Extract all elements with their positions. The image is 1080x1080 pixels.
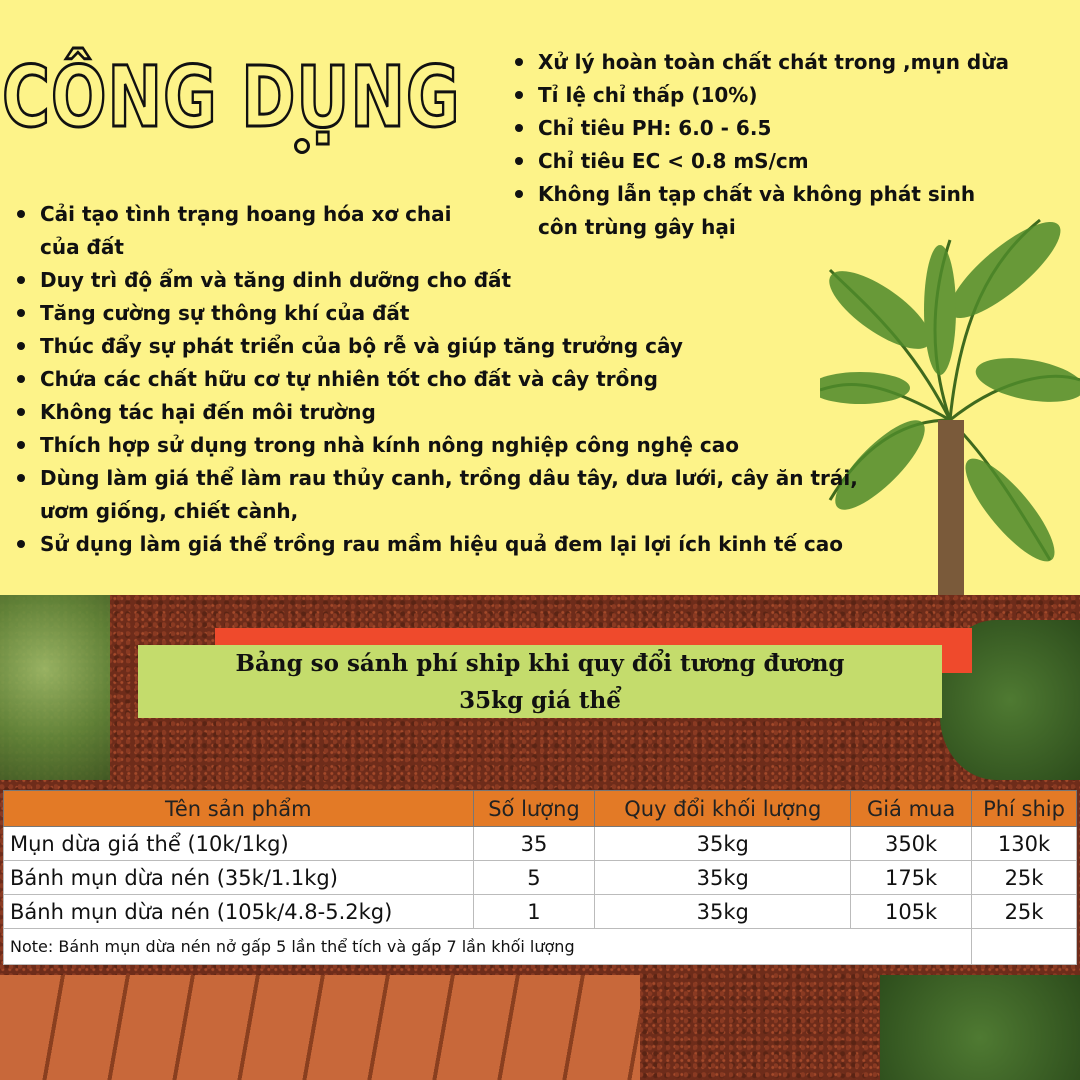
benefit-item: Cải tạo tình trạng hoang hóa xơ chai của đất	[14, 198, 474, 264]
page-title: CÔNG DỤNG	[2, 48, 461, 146]
title-underdot	[294, 138, 310, 154]
column-header: Số lượng	[473, 791, 595, 827]
benefit-list	[14, 198, 894, 561]
cell-weight: 35kg	[595, 895, 851, 929]
empty-cell	[851, 929, 972, 965]
benefit-item: Dùng làm giá thể làm rau thủy canh, trồng dâu tây, dưa lưới, cây ăn trái, ươm giống, chiết cành,	[14, 462, 894, 528]
table-row	[4, 861, 1077, 895]
table-note-row	[4, 929, 1077, 965]
benefit-item: Chứa các chất hữu cơ tự nhiên tốt cho đất và cây trồng	[14, 363, 894, 396]
cell-quantity: 1	[473, 895, 595, 929]
column-header: Tên sản phẩm	[4, 791, 474, 827]
cell-quantity: 35	[473, 827, 595, 861]
benefit-item: Thúc đẩy sự phát triển của bộ rễ và giúp tăng trưởng cây	[14, 330, 894, 363]
benefit-item: Duy trì độ ẩm và tăng dinh dưỡng cho đất	[14, 264, 894, 297]
column-header: Quy đổi khối lượng	[595, 791, 851, 827]
cell-shipping: 25k	[972, 861, 1077, 895]
table-header-row	[4, 791, 1077, 827]
cell-product: Bánh mụn dừa nén (105k/4.8-5.2kg)	[4, 895, 474, 929]
spec-item: Chỉ tiêu EC < 0.8 mS/cm	[512, 145, 1032, 178]
benefit-item: Không tác hại đến môi trường	[14, 396, 894, 429]
benefit-item: Tăng cường sự thông khí của đất	[14, 297, 894, 330]
plant-image	[880, 975, 1080, 1080]
table-note: Note: Bánh mụn dừa nén nở gấp 5 lần thể tích và gấp 7 lần khối lượng	[4, 929, 851, 965]
cell-price: 105k	[851, 895, 972, 929]
column-header: Giá mua	[851, 791, 972, 827]
benefit-item: Thích hợp sử dụng trong nhà kính nông nghiệp công nghệ cao	[14, 429, 894, 462]
cell-weight: 35kg	[595, 827, 851, 861]
plant-image	[0, 595, 110, 780]
spec-item: Tỉ lệ chỉ thấp (10%)	[512, 79, 1032, 112]
spec-item: Chỉ tiêu PH: 6.0 - 6.5	[512, 112, 1032, 145]
empty-cell	[972, 929, 1077, 965]
cell-shipping: 130k	[972, 827, 1077, 861]
comparison-heading-line: 35kg giá thể	[459, 687, 621, 714]
cell-shipping: 25k	[972, 895, 1077, 929]
cell-weight: 35kg	[595, 861, 851, 895]
cell-quantity: 5	[473, 861, 595, 895]
column-header: Phí ship	[972, 791, 1077, 827]
cell-price: 175k	[851, 861, 972, 895]
cell-product: Bánh mụn dừa nén (35k/1.1kg)	[4, 861, 474, 895]
spec-item: Xử lý hoàn toàn chất chát trong ,mụn dừa	[512, 46, 1032, 79]
comparison-heading-line: Bảng so sánh phí ship khi quy đổi tương đương	[235, 650, 845, 677]
cell-product: Mụn dừa giá thể (10k/1kg)	[4, 827, 474, 861]
comparison-heading	[138, 645, 942, 718]
table-row	[4, 895, 1077, 929]
wood-deck-image	[0, 975, 640, 1080]
spec-item: Không lẫn tạp chất và không phát sinh côn trùng gây hại	[512, 178, 982, 244]
table-row	[4, 827, 1077, 861]
benefit-item: Sử dụng làm giá thể trồng rau mầm hiệu quả đem lại lợi ích kinh tế cao	[14, 528, 894, 561]
cell-price: 350k	[851, 827, 972, 861]
shipping-comparison-table	[3, 790, 1077, 965]
